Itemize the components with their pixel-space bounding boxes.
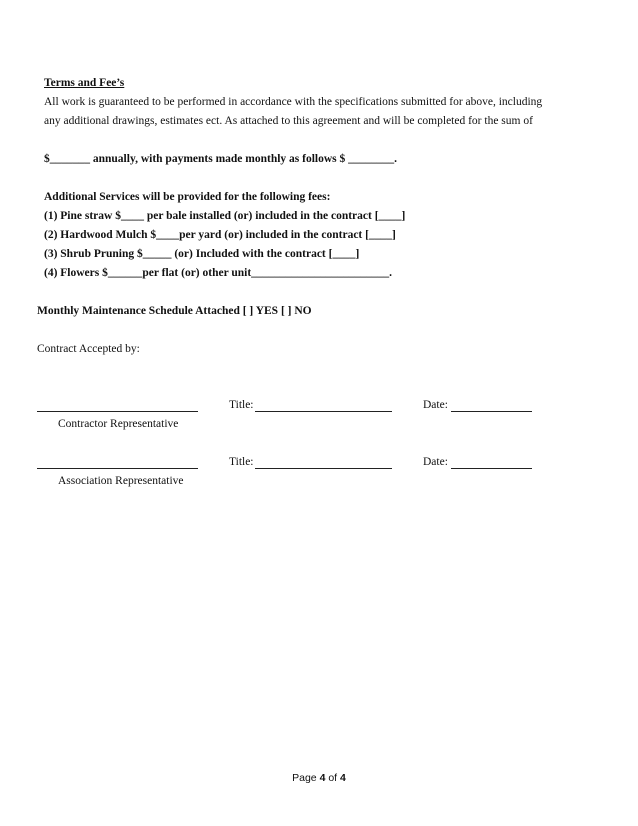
- contractor-signature-line: [37, 411, 198, 412]
- footer-total-pages: 4: [340, 772, 346, 784]
- maintenance-schedule-line: Monthly Maintenance Schedule Attached [ ] YES [ ] NO: [37, 305, 312, 317]
- terms-line-1: All work is guaranteed to be performed in accordance with the specifications submitted for above, including: [44, 96, 543, 108]
- contractor-date-line: [451, 411, 532, 412]
- contractor-date-label: Date:: [423, 399, 448, 411]
- terms-heading: Terms and Fee’s: [44, 77, 125, 89]
- additional-services-heading: Additional Services will be provided for the following fees:: [44, 191, 331, 203]
- payment-line: $_______ annually, with payments made monthly as follows $ ________.: [44, 153, 398, 165]
- contractor-representative-label: Contractor Representative: [58, 418, 179, 430]
- service-item-pine-straw: (1) Pine straw $____ per bale installed (or) included in the contract [____]: [44, 210, 406, 222]
- association-date-line: [451, 468, 532, 469]
- association-title-line: [255, 468, 392, 469]
- association-title-label: Title:: [229, 456, 254, 468]
- contractor-title-label: Title:: [229, 399, 254, 411]
- terms-line-2: any additional drawings, estimates ect. As attached to this agreement and will be completed for the sum of: [44, 115, 533, 127]
- service-item-shrub-pruning: (3) Shrub Pruning $_____ (or) Included with the contract [____]: [44, 248, 360, 260]
- contractor-title-line: [255, 411, 392, 412]
- footer-of-word: of: [325, 772, 341, 784]
- association-date-label: Date:: [423, 456, 448, 468]
- association-signature-line: [37, 468, 198, 469]
- service-item-flowers: (4) Flowers $______per flat (or) other unit________________________.: [44, 267, 393, 279]
- contract-accepted-by: Contract Accepted by:: [37, 343, 140, 355]
- service-item-hardwood-mulch: (2) Hardwood Mulch $____per yard (or) included in the contract [____]: [44, 229, 396, 241]
- footer-current-page: 4: [319, 772, 326, 784]
- page-footer: [0, 772, 638, 784]
- association-representative-label: Association Representative: [58, 475, 184, 487]
- footer-page-word: Page: [292, 772, 320, 784]
